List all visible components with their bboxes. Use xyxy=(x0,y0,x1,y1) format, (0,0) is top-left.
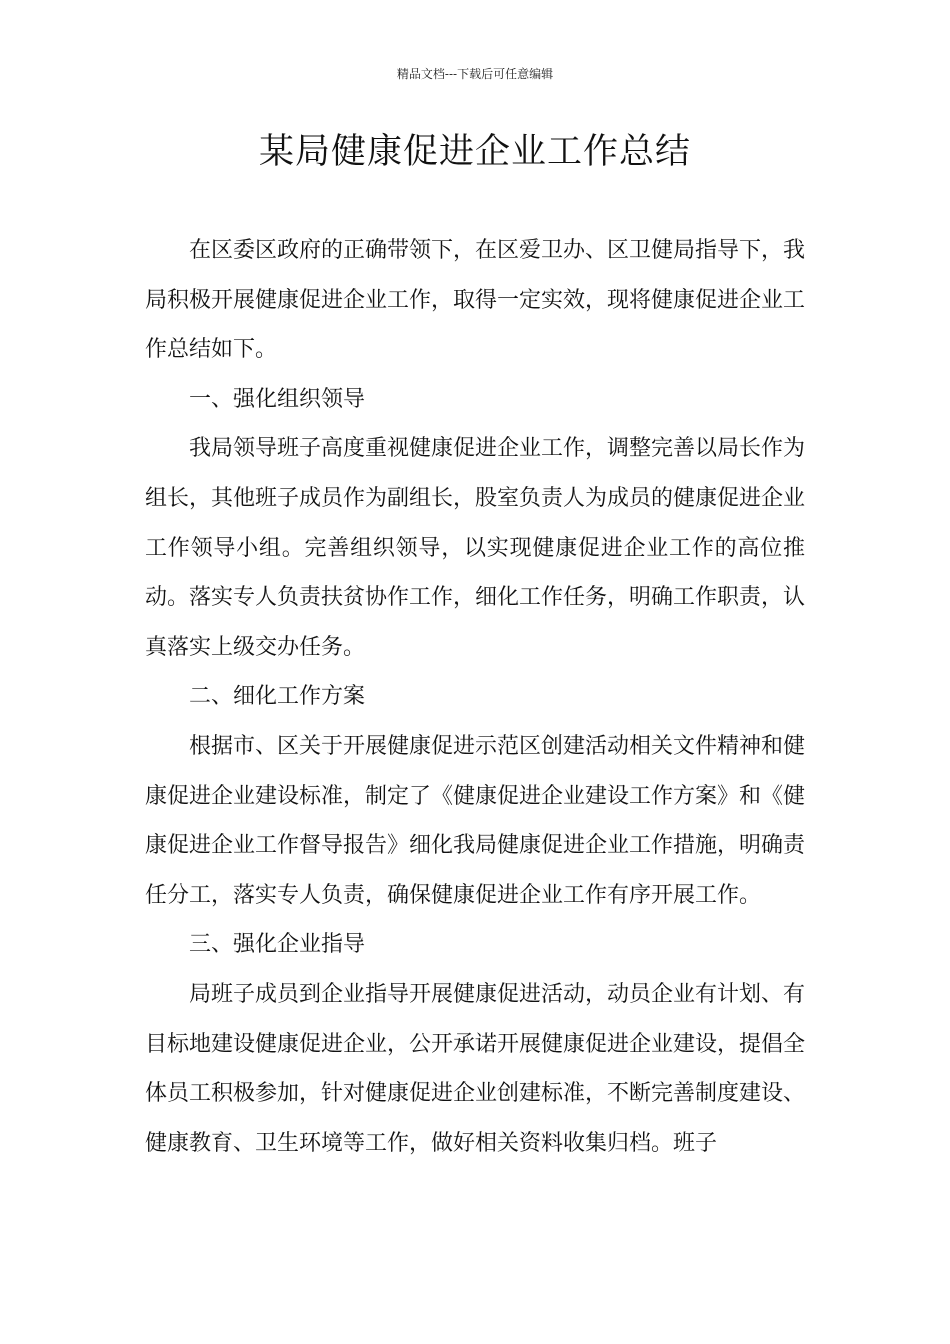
section-heading-3: 三、强化企业指导 xyxy=(189,932,366,958)
paragraph-section-3: 局班子成员到企业指导开展健康促进活动，动员企业有计划、有目标地建设健康促进企业，公开承诺开展健康促进企业建设，提倡全体员工积极参加，针对健康促进企业创建标准，不断完善制度建设、健康教育、卫生环境等工作，做好相关资料收集归档。班子 xyxy=(145,981,806,1156)
section-heading-2: 二、细化工作方案 xyxy=(189,684,366,710)
paragraph-section-2: 根据市、区关于开展健康促进示范区创建活动相关文件精神和健康促进企业建设标准，制定了《健康促进企业建设工作方案》和《健康促进企业工作督导报告》细化我局健康促进企业工作措施，明确责任分工，落实专人负责，确保健康促进企业工作有序开展工作。 xyxy=(145,733,806,908)
document-title: 某局健康促进企业工作总结 xyxy=(258,132,691,172)
header-note: 精品文档---下载后可任意编辑 xyxy=(396,67,554,81)
document-body xyxy=(145,226,805,1168)
paragraph-intro: 在区委区政府的正确带领下，在区爱卫办、区卫健局指导下，我局积极开展健康促进企业工作，取得一定实效，现将健康促进企业工作总结如下。 xyxy=(145,238,806,363)
section-heading-1: 一、强化组织领导 xyxy=(189,386,366,412)
paragraph-section-1: 我局领导班子高度重视健康促进企业工作，调整完善以局长作为组长，其他班子成员作为副组长，股室负责人为成员的健康促进企业工作领导小组。完善组织领导，以实现健康促进企业工作的高位推动。落实专人负责扶贫协作工作，细化工作任务，明确工作职责，认真落实上级交办任务。 xyxy=(145,436,806,660)
